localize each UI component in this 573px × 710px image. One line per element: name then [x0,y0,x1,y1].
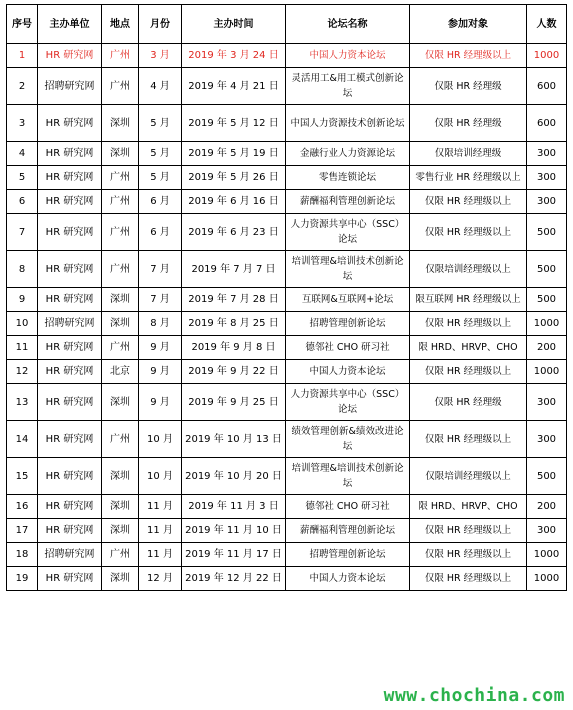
cell-people: 300 [527,142,567,166]
cell-city: 深圳 [102,458,139,495]
cell-forum: 德邻社 CHO 研习社 [286,495,410,519]
table-row [7,421,567,458]
cell-date: 2019 年 11 月 17 日 [182,543,286,567]
table-row [7,214,567,251]
cell-no: 13 [7,384,38,421]
cell-month: 9 月 [139,384,182,421]
cell-date: 2019 年 10 月 20 日 [182,458,286,495]
cell-org: HR 研究网 [38,384,102,421]
header-target: 参加对象 [410,5,527,44]
cell-city: 广州 [102,214,139,251]
cell-month: 12 月 [139,567,182,591]
cell-target: 仅限 HR 经理级 [410,384,527,421]
cell-org: HR 研究网 [38,519,102,543]
cell-forum: 薪酬福利管理创新论坛 [286,519,410,543]
cell-city: 广州 [102,336,139,360]
table-row [7,458,567,495]
cell-no: 12 [7,360,38,384]
cell-people: 200 [527,495,567,519]
header-city: 地点 [102,5,139,44]
cell-month: 6 月 [139,214,182,251]
cell-forum: 绩效管理创新&绩效改进论坛 [286,421,410,458]
cell-date: 2019 年 9 月 8 日 [182,336,286,360]
cell-no: 10 [7,312,38,336]
cell-month: 5 月 [139,105,182,142]
cell-no: 1 [7,44,38,68]
cell-no: 15 [7,458,38,495]
cell-org: HR 研究网 [38,142,102,166]
cell-date: 2019 年 5 月 12 日 [182,105,286,142]
cell-date: 2019 年 10 月 13 日 [182,421,286,458]
cell-org: HR 研究网 [38,44,102,68]
cell-no: 8 [7,251,38,288]
cell-target: 仅限 HR 经理级 [410,68,527,105]
cell-month: 7 月 [139,251,182,288]
cell-month: 10 月 [139,458,182,495]
table-header-row [7,5,567,44]
cell-people: 1000 [527,312,567,336]
cell-people: 500 [527,458,567,495]
header-forum: 论坛名称 [286,5,410,44]
cell-month: 10 月 [139,421,182,458]
cell-month: 7 月 [139,288,182,312]
cell-org: 招聘研究网 [38,68,102,105]
cell-org: HR 研究网 [38,190,102,214]
table-row [7,190,567,214]
cell-people: 1000 [527,360,567,384]
cell-target: 限互联网 HR 经理级以上 [410,288,527,312]
table-row [7,142,567,166]
cell-city: 广州 [102,190,139,214]
cell-people: 300 [527,421,567,458]
cell-org: HR 研究网 [38,214,102,251]
cell-date: 2019 年 11 月 3 日 [182,495,286,519]
table-row [7,384,567,421]
cell-city: 深圳 [102,495,139,519]
cell-no: 3 [7,105,38,142]
header-org: 主办单位 [38,5,102,44]
table-row [7,360,567,384]
header-people: 人数 [527,5,567,44]
cell-city: 广州 [102,44,139,68]
cell-target: 仅限 HR 经理级以上 [410,567,527,591]
table-row [7,44,567,68]
cell-forum: 中国人力资源技术创新论坛 [286,105,410,142]
cell-forum: 中国人力资本论坛 [286,44,410,68]
cell-people: 1000 [527,567,567,591]
cell-forum: 零售连锁论坛 [286,166,410,190]
cell-city: 广州 [102,543,139,567]
cell-org: HR 研究网 [38,166,102,190]
cell-org: 招聘研究网 [38,312,102,336]
cell-forum: 互联网&互联网+论坛 [286,288,410,312]
cell-city: 北京 [102,360,139,384]
cell-org: HR 研究网 [38,336,102,360]
cell-forum: 中国人力资本论坛 [286,360,410,384]
cell-people: 300 [527,166,567,190]
cell-people: 500 [527,214,567,251]
cell-people: 300 [527,519,567,543]
cell-forum: 中国人力资本论坛 [286,567,410,591]
cell-forum: 灵活用工&用工模式创新论坛 [286,68,410,105]
cell-forum: 人力资源共享中心（SSC）论坛 [286,214,410,251]
cell-month: 11 月 [139,519,182,543]
table-body [7,44,567,591]
cell-forum: 金融行业人力资源论坛 [286,142,410,166]
cell-forum: 招聘管理创新论坛 [286,543,410,567]
cell-people: 600 [527,68,567,105]
header-month: 月份 [139,5,182,44]
cell-forum: 培训管理&培训技术创新论坛 [286,251,410,288]
cell-forum: 薪酬福利管理创新论坛 [286,190,410,214]
cell-target: 仅限 HR 经理级以上 [410,44,527,68]
cell-target: 仅限培训经理级以上 [410,251,527,288]
cell-forum: 人力资源共享中心（SSC）论坛 [286,384,410,421]
cell-org: HR 研究网 [38,251,102,288]
forum-schedule-table [6,4,567,591]
cell-target: 仅限 HR 经理级以上 [410,421,527,458]
cell-city: 深圳 [102,105,139,142]
cell-target: 仅限培训经理级 [410,142,527,166]
cell-no: 5 [7,166,38,190]
cell-org: HR 研究网 [38,105,102,142]
cell-month: 8 月 [139,312,182,336]
cell-org: HR 研究网 [38,567,102,591]
cell-date: 2019 年 9 月 22 日 [182,360,286,384]
cell-city: 广州 [102,166,139,190]
cell-no: 6 [7,190,38,214]
cell-month: 4 月 [139,68,182,105]
cell-org: HR 研究网 [38,288,102,312]
watermark: www.chochina.com [383,685,565,706]
cell-no: 17 [7,519,38,543]
cell-people: 600 [527,105,567,142]
cell-month: 6 月 [139,190,182,214]
header-date: 主办时间 [182,5,286,44]
cell-no: 19 [7,567,38,591]
cell-city: 深圳 [102,519,139,543]
cell-date: 2019 年 6 月 16 日 [182,190,286,214]
cell-target: 仅限 HR 经理级 [410,105,527,142]
cell-forum: 培训管理&培训技术创新论坛 [286,458,410,495]
cell-no: 14 [7,421,38,458]
cell-org: 招聘研究网 [38,543,102,567]
cell-date: 2019 年 7 月 7 日 [182,251,286,288]
cell-city: 深圳 [102,384,139,421]
cell-no: 9 [7,288,38,312]
cell-date: 2019 年 9 月 25 日 [182,384,286,421]
cell-people: 300 [527,190,567,214]
table-row [7,105,567,142]
cell-city: 广州 [102,68,139,105]
table-row [7,519,567,543]
cell-month: 11 月 [139,543,182,567]
cell-date: 2019 年 7 月 28 日 [182,288,286,312]
cell-no: 18 [7,543,38,567]
table-row [7,312,567,336]
cell-date: 2019 年 6 月 23 日 [182,214,286,251]
cell-target: 仅限 HR 经理级以上 [410,519,527,543]
cell-target: 仅限 HR 经理级以上 [410,360,527,384]
cell-target: 仅限 HR 经理级以上 [410,543,527,567]
cell-target: 零售行业 HR 经理级以上 [410,166,527,190]
cell-target: 限 HRD、HRVP、CHO [410,336,527,360]
cell-target: 仅限培训经理级以上 [410,458,527,495]
cell-no: 4 [7,142,38,166]
table-row [7,543,567,567]
cell-target: 仅限 HR 经理级以上 [410,190,527,214]
table-row [7,288,567,312]
cell-month: 3 月 [139,44,182,68]
cell-people: 500 [527,251,567,288]
table-row [7,336,567,360]
cell-target: 限 HRD、HRVP、CHO [410,495,527,519]
table-row [7,166,567,190]
table-row [7,251,567,288]
cell-month: 5 月 [139,166,182,190]
cell-org: HR 研究网 [38,495,102,519]
cell-forum: 德邻社 CHO 研习社 [286,336,410,360]
cell-date: 2019 年 11 月 10 日 [182,519,286,543]
cell-month: 5 月 [139,142,182,166]
cell-org: HR 研究网 [38,421,102,458]
cell-city: 深圳 [102,288,139,312]
cell-city: 深圳 [102,312,139,336]
table-row [7,495,567,519]
cell-month: 9 月 [139,336,182,360]
cell-no: 2 [7,68,38,105]
cell-people: 1000 [527,44,567,68]
cell-people: 1000 [527,543,567,567]
cell-date: 2019 年 4 月 21 日 [182,68,286,105]
table-row [7,68,567,105]
cell-month: 11 月 [139,495,182,519]
cell-people: 500 [527,288,567,312]
cell-no: 16 [7,495,38,519]
cell-date: 2019 年 12 月 22 日 [182,567,286,591]
cell-target: 仅限 HR 经理级以上 [410,312,527,336]
cell-no: 7 [7,214,38,251]
header-no: 序号 [7,5,38,44]
cell-date: 2019 年 8 月 25 日 [182,312,286,336]
cell-org: HR 研究网 [38,458,102,495]
cell-org: HR 研究网 [38,360,102,384]
cell-no: 11 [7,336,38,360]
cell-city: 深圳 [102,567,139,591]
cell-month: 9 月 [139,360,182,384]
cell-people: 200 [527,336,567,360]
cell-date: 2019 年 5 月 26 日 [182,166,286,190]
cell-city: 广州 [102,421,139,458]
table-row [7,567,567,591]
cell-city: 深圳 [102,142,139,166]
cell-date: 2019 年 5 月 19 日 [182,142,286,166]
cell-city: 广州 [102,251,139,288]
cell-target: 仅限 HR 经理级以上 [410,214,527,251]
cell-forum: 招聘管理创新论坛 [286,312,410,336]
cell-date: 2019 年 3 月 24 日 [182,44,286,68]
cell-people: 300 [527,384,567,421]
